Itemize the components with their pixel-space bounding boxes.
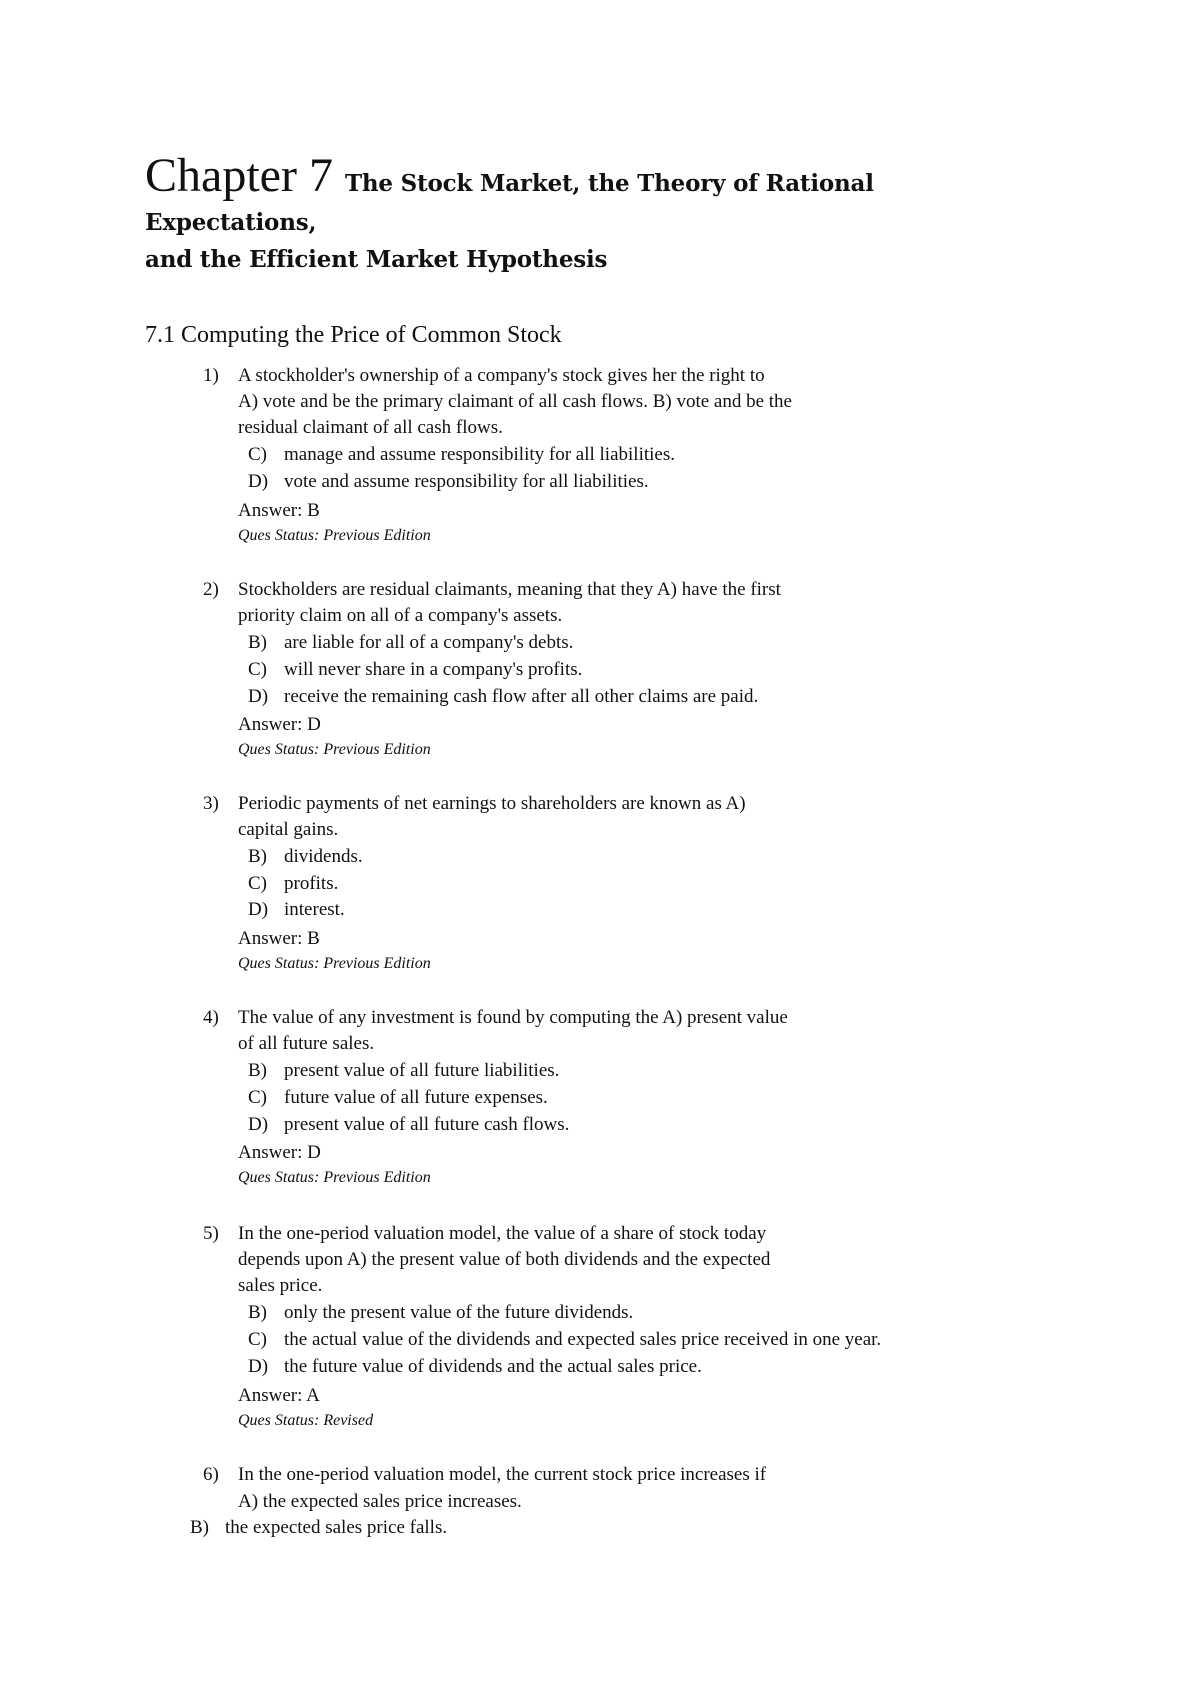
question-stem: residual claimant of all cash flows. — [238, 417, 503, 438]
option-letter: C) — [248, 1087, 267, 1108]
chapter-title-line1: The Stock Market, the Theory of Rational — [344, 170, 874, 197]
question-number: 2) — [203, 579, 219, 600]
option-text: future value of all future expenses. — [284, 1087, 548, 1108]
question-status: Ques Status: Previous Edition — [238, 527, 431, 544]
chapter-heading-line1 — [145, 148, 1145, 204]
question-status: Ques Status: Previous Edition — [238, 741, 431, 758]
option-text: present value of all future cash flows. — [284, 1114, 570, 1135]
option-text: manage and assume responsibility for all liabilities. — [284, 444, 675, 465]
question-number: 3) — [203, 793, 219, 814]
option-letter: D) — [248, 686, 269, 707]
option-text: the actual value of the dividends and expected sales price received in one year. — [284, 1329, 882, 1350]
question-stem: Stockholders are residual claimants, meaning that they A) have the first — [238, 579, 781, 600]
question-status: Ques Status: Previous Edition — [238, 955, 431, 972]
section-title: 7.1 Computing the Price of Common Stock — [145, 322, 562, 348]
question-number: 4) — [203, 1007, 219, 1028]
question-status: Ques Status: Previous Edition — [238, 1169, 431, 1186]
option-letter: C) — [248, 444, 267, 465]
option-text: dividends. — [284, 846, 363, 867]
option-letter: C) — [248, 873, 267, 894]
chapter-title-line3: and the Efficient Market Hypothesis — [145, 246, 608, 273]
answer-line: Answer: B — [238, 928, 320, 949]
question-number: 5) — [203, 1223, 219, 1244]
question-stem: The value of any investment is found by computing the A) present value — [238, 1007, 788, 1028]
question-stem: A) the expected sales price increases. — [238, 1491, 522, 1512]
option-letter: B) — [248, 1060, 267, 1081]
option-text: the expected sales price falls. — [225, 1517, 448, 1538]
question-stem: sales price. — [238, 1275, 323, 1296]
question-stem: capital gains. — [238, 819, 339, 840]
option-letter: B) — [248, 1302, 267, 1323]
option-letter: C) — [248, 1329, 267, 1350]
question-number: 1) — [203, 365, 219, 386]
answer-line: Answer: B — [238, 500, 320, 521]
question-stem: Periodic payments of net earnings to shareholders are known as A) — [238, 793, 746, 814]
option-text: the future value of dividends and the actual sales price. — [284, 1356, 702, 1377]
question-stem: In the one-period valuation model, the value of a share of stock today — [238, 1223, 767, 1244]
option-letter: D) — [248, 1356, 269, 1377]
question-stem: A) vote and be the primary claimant of all cash flows. B) vote and be the — [238, 391, 792, 412]
option-letter: D) — [248, 1114, 269, 1135]
option-letter: D) — [248, 899, 269, 920]
option-text: will never share in a company's profits. — [284, 659, 583, 680]
answer-line: Answer: D — [238, 1142, 321, 1163]
option-text: present value of all future liabilities. — [284, 1060, 560, 1081]
question-stem: priority claim on all of a company's assets. — [238, 605, 563, 626]
question-number: 6) — [203, 1464, 219, 1485]
option-text: vote and assume responsibility for all liabilities. — [284, 471, 649, 492]
option-letter: D) — [248, 471, 269, 492]
answer-line: Answer: D — [238, 714, 321, 735]
option-text: receive the remaining cash flow after all other claims are paid. — [284, 686, 759, 707]
option-letter: B) — [190, 1517, 209, 1538]
option-text: profits. — [284, 873, 339, 894]
question-stem: A stockholder's ownership of a company's stock gives her the right to — [238, 365, 765, 386]
chapter-number: Chapter 7 — [145, 149, 333, 202]
question-stem: In the one-period valuation model, the current stock price increases if — [238, 1464, 767, 1485]
question-stem: of all future sales. — [238, 1033, 375, 1054]
option-letter: B) — [248, 846, 267, 867]
answer-line: Answer: A — [238, 1385, 320, 1406]
option-letter: B) — [248, 632, 267, 653]
option-text: are liable for all of a company's debts. — [284, 632, 574, 653]
option-text: interest. — [284, 899, 345, 920]
question-stem: depends upon A) the present value of both dividends and the expected — [238, 1249, 771, 1270]
question-status: Ques Status: Revised — [238, 1412, 374, 1429]
option-letter: C) — [248, 659, 267, 680]
option-text: only the present value of the future dividends. — [284, 1302, 634, 1323]
chapter-heading — [145, 148, 1145, 278]
chapter-title-line2: Expectations, — [145, 209, 317, 236]
